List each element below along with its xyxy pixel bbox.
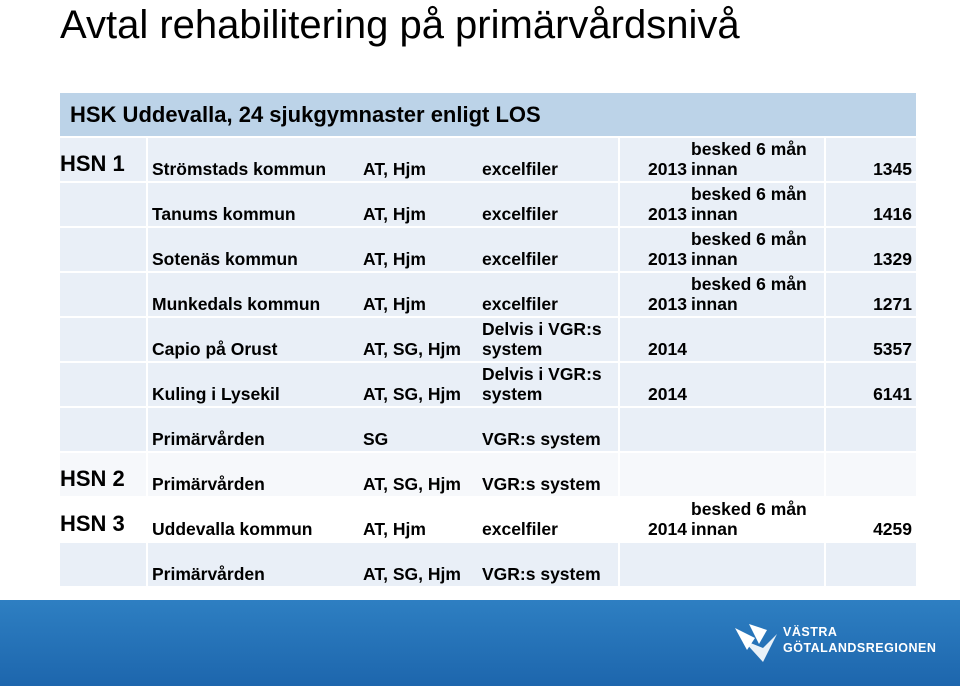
- staff-group: AT, Hjm: [363, 204, 426, 224]
- column-divider: [618, 136, 620, 586]
- reporting-method: excelfiler: [482, 249, 558, 269]
- table-row: [60, 361, 916, 406]
- staff-group: AT, SG, Hjm: [363, 339, 461, 359]
- page-title: Avtal rehabilitering på primärvårdsnivå: [60, 3, 740, 47]
- staff-group: AT, Hjm: [363, 519, 426, 539]
- year: 2013: [648, 204, 687, 224]
- reporting-method: Delvis i VGR:s system: [482, 364, 602, 404]
- table-row: [60, 541, 916, 586]
- provider-name: Capio på Orust: [152, 339, 278, 359]
- staff-group: AT, SG, Hjm: [363, 384, 461, 404]
- provider-name: Kuling i Lysekil: [152, 384, 280, 404]
- provider-name: Tanums kommun: [152, 204, 296, 224]
- amount: 1416: [873, 204, 912, 224]
- reporting-method: excelfiler: [482, 159, 558, 179]
- hsn-label: HSN 2: [60, 466, 125, 491]
- amount: 1345: [873, 159, 912, 179]
- staff-group: AT, SG, Hjm: [363, 474, 461, 494]
- amount: 6141: [873, 384, 912, 404]
- year: 2013: [648, 294, 687, 314]
- reporting-method: excelfiler: [482, 204, 558, 224]
- column-divider: [146, 136, 148, 586]
- staff-group: AT, SG, Hjm: [363, 564, 461, 584]
- region-logo-mark-icon: [733, 620, 779, 664]
- amount: 1271: [873, 294, 912, 314]
- column-divider: [824, 136, 826, 586]
- notice-note: besked 6 mån innan: [691, 229, 807, 269]
- provider-name: Uddevalla kommun: [152, 519, 313, 539]
- notice-note: besked 6 mån innan: [691, 184, 807, 224]
- provider-name: Primärvården: [152, 429, 265, 449]
- staff-group: SG: [363, 429, 389, 449]
- amount: 4259: [873, 519, 912, 539]
- hsn-label: HSN 1: [60, 151, 125, 176]
- provider-name: Primärvården: [152, 564, 265, 584]
- reporting-method: Delvis i VGR:s system: [482, 319, 602, 359]
- notice-note: besked 6 mån innan: [691, 139, 807, 179]
- amount: 5357: [873, 339, 912, 359]
- provider-name: Sotenäs kommun: [152, 249, 298, 269]
- region-logo-text: VÄSTRA GÖTALANDSREGIONEN: [783, 625, 937, 655]
- staff-group: AT, Hjm: [363, 294, 426, 314]
- reporting-method: excelfiler: [482, 294, 558, 314]
- year: 2013: [648, 159, 687, 179]
- table-header: HSK Uddevalla, 24 sjukgymnaster enligt LOS: [60, 93, 916, 136]
- year: 2013: [648, 249, 687, 269]
- year: 2014: [648, 519, 687, 539]
- reporting-method: VGR:s system: [482, 564, 601, 584]
- table-row: [60, 316, 916, 361]
- table-row: [60, 136, 916, 181]
- table-row: [60, 271, 916, 316]
- notice-note: besked 6 mån innan: [691, 499, 807, 539]
- provider-name: Munkedals kommun: [152, 294, 321, 314]
- table-row: [60, 406, 916, 451]
- staff-group: AT, Hjm: [363, 159, 426, 179]
- agreement-table: [60, 93, 916, 586]
- footer-band: [0, 600, 960, 686]
- year: 2014: [648, 384, 687, 404]
- amount: 1329: [873, 249, 912, 269]
- reporting-method: VGR:s system: [482, 429, 601, 449]
- region-logo: [733, 620, 937, 664]
- table-row: [60, 496, 916, 541]
- hsn-label: HSN 3: [60, 511, 125, 536]
- notice-note: besked 6 mån innan: [691, 274, 807, 314]
- reporting-method: VGR:s system: [482, 474, 601, 494]
- year: 2014: [648, 339, 687, 359]
- table-row: [60, 181, 916, 226]
- provider-name: Primärvården: [152, 474, 265, 494]
- staff-group: AT, Hjm: [363, 249, 426, 269]
- reporting-method: excelfiler: [482, 519, 558, 539]
- table-row: [60, 226, 916, 271]
- table-row: [60, 451, 916, 496]
- provider-name: Strömstads kommun: [152, 159, 327, 179]
